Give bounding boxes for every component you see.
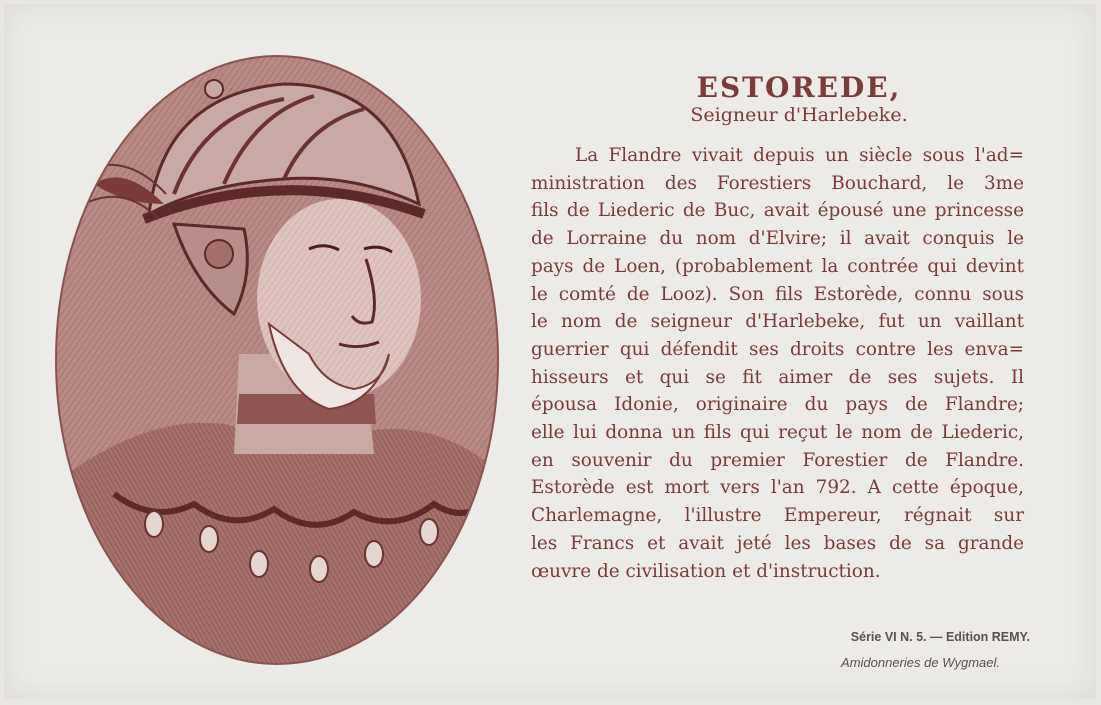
biography-text xyxy=(531,142,1024,585)
text-line: le comté de Looz). Son fils Estorède, connu sous xyxy=(531,283,1024,305)
publisher-caption: Amidonneries de Wygmael. xyxy=(841,655,1000,670)
text-line: guerrier qui défendit ses droits contre les enva= xyxy=(531,338,1024,360)
text-line: La Flandre vivait depuis un siècle sous l'ad= xyxy=(575,145,1024,166)
text-line: de Lorraine du nom d'Elvire; il avait conquis le xyxy=(531,228,1024,250)
text-line: pays de Loen, (probablement la contrée qui devint xyxy=(531,255,1024,277)
subtitle: Seigneur d'Harlebeke. xyxy=(690,104,908,126)
text-line: œuvre de civilisation et d'instruction. xyxy=(531,560,881,582)
title: ESTOREDE, xyxy=(696,71,902,104)
text-line: hisseurs et qui se fit aimer de ses sujets. Il xyxy=(531,366,1024,388)
text-line: fils de Liederic de Buc, avait épousé une princesse xyxy=(531,200,1024,222)
text-line: le nom de seigneur d'Harlebeke, fut un vaillant xyxy=(531,311,1024,333)
text-line: Charlemagne, l'illustre Empereur, régnait sur xyxy=(531,505,1024,527)
text-line: Estorède est mort vers l'an 792. A cette époque, xyxy=(531,477,1024,499)
text-line: ministration des Forestiers Bouchard, le 3me xyxy=(531,172,1024,194)
portrait-engraving xyxy=(54,54,501,666)
text-line: elle lui donna un fils qui reçut le nom de Liederic, xyxy=(531,422,1024,444)
text-line: en souvenir du premier Forestier de Flandre. xyxy=(531,449,1024,471)
text-line: les Francs et avait jeté les bases de sa grande xyxy=(531,532,1024,554)
series-caption: Série VI N. 5. — Edition REMY. xyxy=(850,630,1030,644)
text-line: épousa Idonie, originaire du pays de Flandre; xyxy=(531,394,1024,416)
portrait-oval xyxy=(54,54,501,666)
postcard xyxy=(4,4,1096,699)
